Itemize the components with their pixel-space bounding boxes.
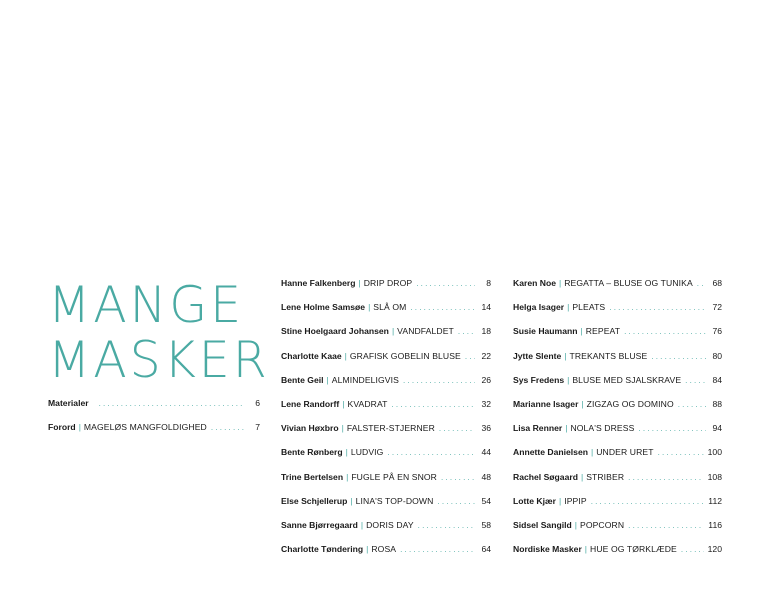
toc-leader-dots [392,400,476,409]
toc-pattern-name: HUE OG TØRKLÆDE [590,544,677,555]
toc-page-number: 100 [707,447,722,458]
toc-pattern-name: BLUSE MED SJALSKRAVE [572,374,682,385]
toc-entry[interactable] [281,351,491,361]
toc-separator: | [574,520,577,530]
toc-leader-dots [624,327,706,336]
toc-page-number: 112 [708,495,722,506]
toc-pattern-name: REPEAT [585,326,621,337]
toc-entry[interactable] [513,399,722,409]
toc-leader-dots [638,424,706,433]
toc-pattern-name: DORIS DAY [366,520,414,530]
toc-pattern-name: REGATTA – BLUSE OG TUNIKA [564,278,693,288]
toc-entry[interactable] [281,278,491,288]
toc-leader-dots [437,497,475,506]
toc-leader-dots [441,473,475,482]
toc-pattern-name: GRAFISK GOBELIN BLUSE [349,350,461,361]
toc-separator: | [564,350,567,361]
toc-page-number: 76 [712,326,722,337]
toc-author: Materialer [48,398,89,408]
toc-page-number: 18 [481,326,491,337]
toc-leader-dots [458,327,475,336]
toc-pattern-name: LINA'S TOP-DOWN [355,495,434,506]
toc-entry[interactable] [513,447,722,457]
title-line-2: MASKER [48,331,270,389]
toc-author: Lisa Renner [513,423,563,434]
toc-page-number: 44 [481,447,491,458]
toc-pattern-name: TREKANTS BLUSE [569,350,648,361]
toc-page-number: 72 [712,302,722,313]
toc-leader-dots [685,376,706,385]
toc-leader-dots [439,424,475,433]
toc-entry[interactable] [281,375,491,385]
toc-page-number: 32 [481,399,491,409]
toc-separator: | [567,302,570,313]
toc-page-number: 22 [481,350,491,361]
toc-entry[interactable] [281,399,491,409]
toc-intro-column [48,398,260,458]
toc-author: Vivian Høxbro [281,423,339,434]
toc-leader-dots [211,423,244,432]
toc-entry[interactable] [513,520,722,530]
toc-author: Bente Geil [281,374,324,385]
toc-leader-dots [410,303,475,312]
toc-pattern-name: MAGELØS MANGFOLDIGHED [83,422,207,432]
toc-author: Sys Fredens [513,374,565,385]
toc-leader-dots [697,279,706,288]
toc-leader-dots [465,352,475,361]
toc-entry[interactable] [281,544,491,554]
toc-author: Lotte Kjær [513,495,556,506]
toc-separator: | [590,447,594,458]
toc-author: Rachel Søgaard [513,471,578,482]
toc-pattern-name: ROSA [371,544,397,555]
toc-pattern-name: ZIGZAG OG DOMINO [586,399,674,409]
toc-pattern-name: KVADRAT [347,399,388,409]
toc-entry[interactable] [281,520,491,530]
toc-author: Susie Haumann [513,326,578,337]
toc-entry[interactable] [48,422,260,432]
toc-separator: | [580,471,584,482]
toc-page-number: 120 [707,544,722,555]
toc-author: Helga Isager [513,302,565,313]
toc-leader-dots [651,352,706,361]
toc-author: Else Schjellerup [281,495,348,506]
toc-entry[interactable] [513,351,722,361]
toc-separator: | [567,374,570,385]
toc-pattern-name: ALMINDELIGVIS [331,374,399,385]
toc-separator: | [391,326,395,337]
toc-leader-dots [400,545,475,554]
toc-separator: | [350,495,353,506]
toc-leader-dots [418,521,475,530]
toc-pattern-name: NOLA'S DRESS [570,423,635,434]
toc-author: Lene Holme Samsøe [281,302,366,313]
toc-page-number: 14 [481,302,491,313]
toc-entry[interactable] [513,423,722,433]
toc-leader-dots [658,448,704,457]
toc-pattern-name: SLÅ OM [373,302,407,313]
toc-pattern-name: POPCORN [579,520,625,530]
toc-separator: | [360,520,364,530]
toc-separator: | [558,278,562,288]
toc-page-number: 94 [712,423,722,434]
toc-author: Charlotte Tøndering [281,544,364,555]
toc-page-number: 26 [481,374,491,385]
toc-separator: | [78,422,81,432]
toc-separator: | [326,374,329,385]
toc-leader-dots [678,400,706,409]
toc-separator: | [584,544,588,555]
toc-author: Charlotte Kaae [281,350,342,361]
toc-leader-dots [403,376,475,385]
toc-entry[interactable] [281,423,491,433]
toc-leader-dots [628,521,704,530]
title-line-1: MANGE [48,276,245,334]
toc-entry[interactable] [48,398,260,408]
toc-separator: | [581,399,584,409]
toc-page-number: 58 [481,520,491,530]
toc-author: Annette Danielsen [513,447,588,458]
toc-page-number: 54 [481,495,491,506]
toc-separator: | [366,544,369,555]
toc-leader-dots [609,303,706,312]
toc-pattern-name: PLEATS [572,302,606,313]
toc-pattern-name: FUGLE PÅ EN SNOR [351,471,437,482]
toc-leader-dots [387,448,475,457]
toc-column-1 [281,278,491,568]
toc-author: Jytte Slente [513,350,562,361]
toc-author: Lene Randorff [281,399,340,409]
toc-leader-dots [416,279,475,288]
toc-leader-dots [591,497,705,506]
toc-entry[interactable] [281,326,491,336]
toc-author: Forord [48,422,76,432]
toc-author: Stine Hoelgaard Johansen [281,326,389,337]
toc-page-number: 6 [255,398,260,408]
toc-pattern-name: FALSTER-STJERNER [346,423,435,434]
toc-author: Karen Noe [513,278,556,288]
book-title [48,278,270,388]
toc-entry[interactable] [281,496,491,506]
toc-author: Nordiske Masker [513,544,582,555]
toc-entry[interactable] [281,447,491,457]
toc-column-2 [513,278,722,568]
toc-pattern-name: STRIBER [586,471,625,482]
toc-author: Trine Bertelsen [281,471,344,482]
toc-page-number: 88 [712,399,722,409]
toc-entry[interactable] [513,496,722,506]
toc-pattern-name: IPPIP [564,495,587,506]
toc-entry[interactable] [513,278,722,288]
toc-separator: | [345,447,348,458]
toc-pattern-name: DRIP DROP [363,278,413,288]
toc-page-number: 48 [481,471,491,482]
toc-separator: | [358,278,361,288]
toc-separator: | [344,350,347,361]
toc-author: Sidsel Sangild [513,520,572,530]
toc-leader-dots [628,473,704,482]
toc-page-number: 8 [486,278,491,288]
toc-page-number: 7 [255,422,260,432]
toc-leader-dots [681,545,704,554]
toc-separator: | [341,423,344,434]
toc-separator: | [342,399,345,409]
toc-entry[interactable] [513,326,722,336]
toc-page-number: 116 [708,520,722,530]
toc-page-number: 64 [481,544,491,555]
toc-page-number: 84 [712,374,722,385]
toc-author: Sanne Bjørregaard [281,520,358,530]
toc-entry[interactable] [513,375,722,385]
toc-page-number: 80 [712,350,722,361]
toc-page-number: 108 [707,471,722,482]
toc-pattern-name: VANDFALDET [397,326,454,337]
toc-page-number: 36 [481,423,491,434]
toc-leader-dots [99,399,244,408]
toc-page-number: 68 [712,278,722,288]
toc-separator: | [565,423,568,434]
toc-entry[interactable] [281,302,491,312]
toc-entry[interactable] [513,544,722,554]
toc-entry[interactable] [513,472,722,482]
toc-separator: | [346,471,349,482]
toc-separator: | [558,495,562,506]
toc-author: Hanne Falkenberg [281,278,356,288]
toc-separator: | [368,302,371,313]
toc-separator: | [580,326,583,337]
toc-entry[interactable] [281,472,491,482]
toc-pattern-name: LUDVIG [350,447,384,458]
toc-pattern-name: UNDER URET [596,447,654,458]
toc-author: Bente Rønberg [281,447,343,458]
toc-entry[interactable] [513,302,722,312]
toc-author: Marianne Isager [513,399,579,409]
